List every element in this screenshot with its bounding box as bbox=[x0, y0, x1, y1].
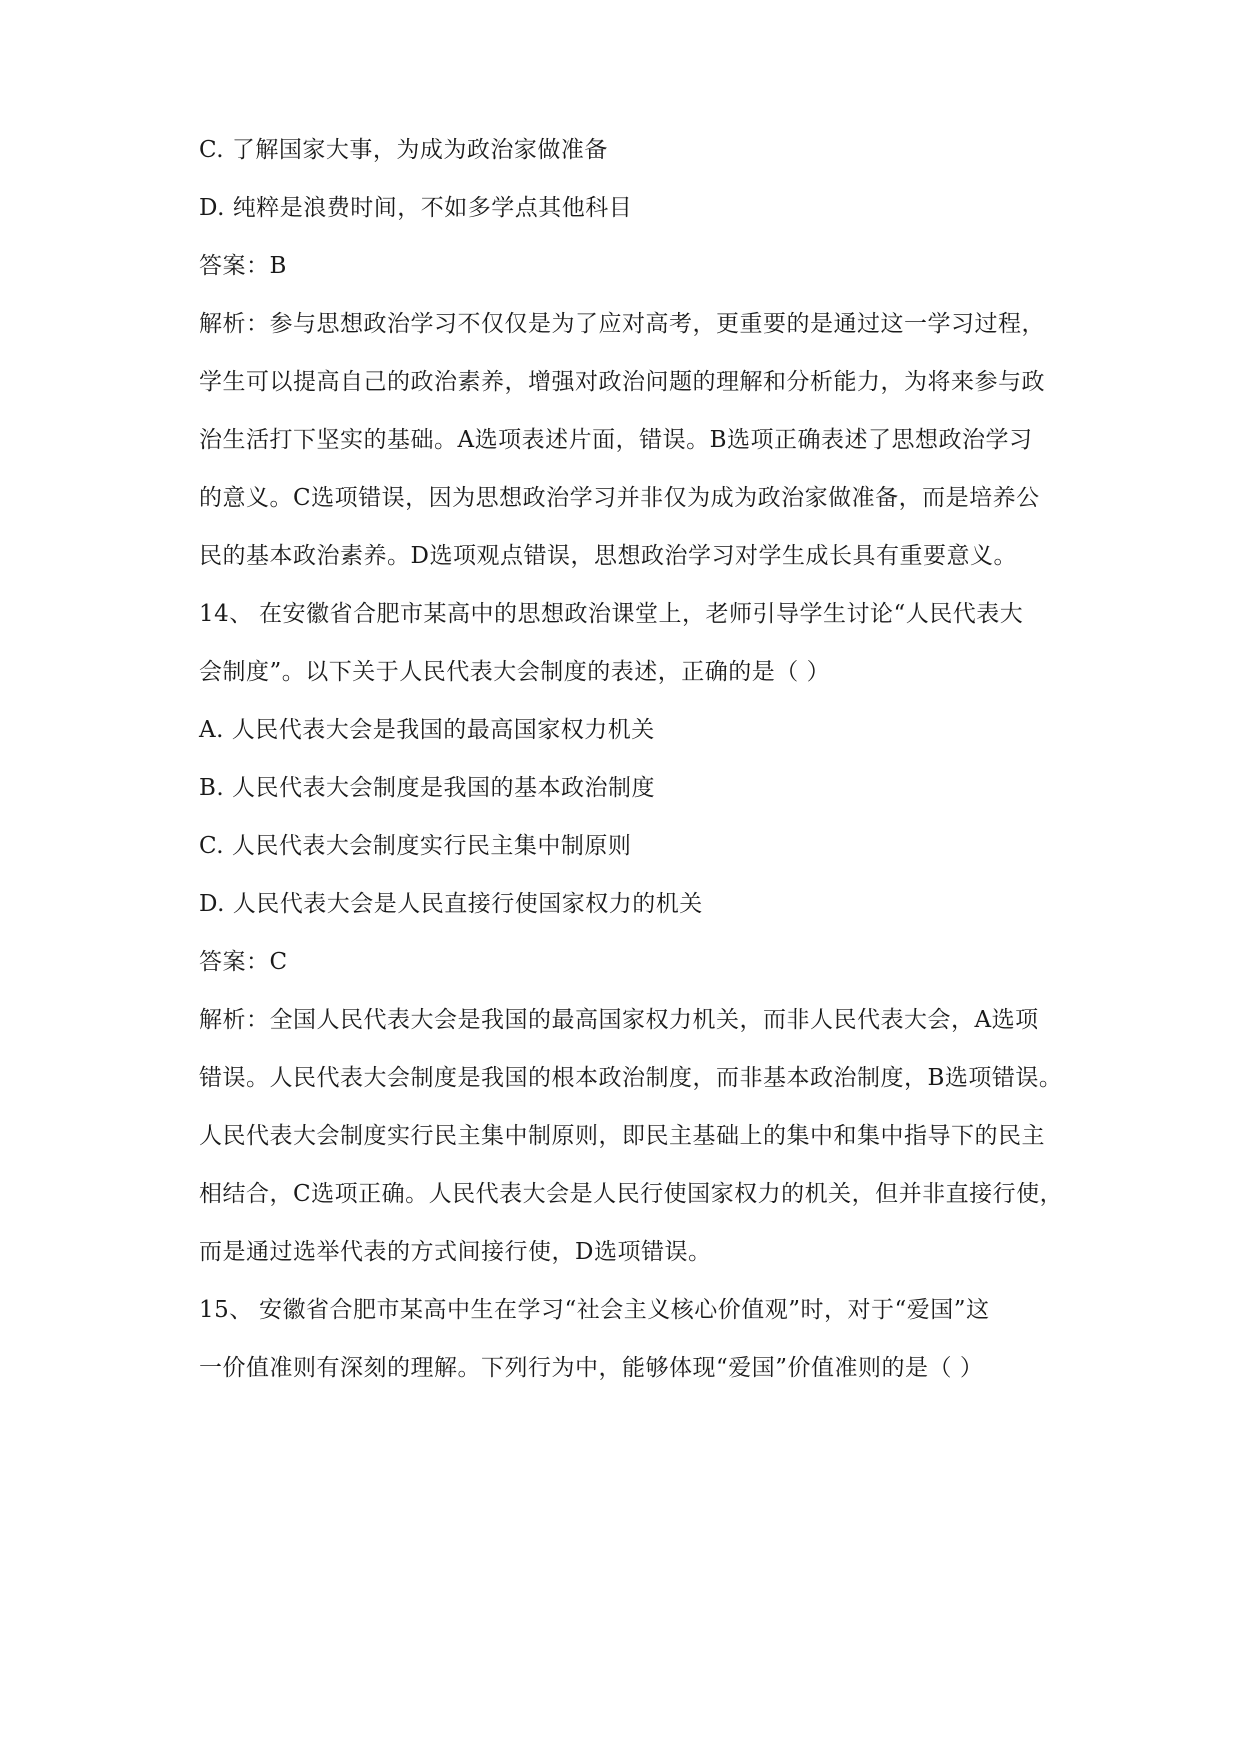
question-14-stem-text: 在安徽省合肥市某高中的思想政治课堂上，老师引导学生讨论“人民代表大 bbox=[259, 601, 1024, 627]
answer-prev: 答案：B bbox=[199, 253, 287, 279]
question-14-analysis-line: 解析：全国人民代表大会是我国的最高国家权力机关，而非人民代表大会，A选项 bbox=[199, 1007, 1039, 1033]
option-d-prev: D. 纯粹是浪费时间，不如多学点其他科目 bbox=[199, 195, 633, 221]
question-14-number: 14、 bbox=[199, 601, 253, 627]
question-14-answer: 答案：C bbox=[199, 949, 288, 975]
question-14-analysis-line: 相结合，C选项正确。人民代表大会是人民行使国家权力的机关，但并非直接行使， bbox=[199, 1181, 1064, 1207]
question-14-option-b: B. 人民代表大会制度是我国的基本政治制度 bbox=[199, 775, 656, 801]
question-14-analysis-line: 错误。人民代表大会制度是我国的根本政治制度，而非基本政治制度，B选项错误。 bbox=[199, 1065, 1063, 1091]
question-14-option-a: A. 人民代表大会是我国的最高国家权力机关 bbox=[199, 717, 655, 743]
question-14-analysis-line: 而是通过选举代表的方式间接行使，D选项错误。 bbox=[199, 1239, 712, 1265]
analysis-prev-line: 治生活打下坚实的基础。A选项表述片面，错误。B选项正确表述了思想政治学习 bbox=[199, 427, 1033, 453]
question-15-number: 15、 bbox=[199, 1297, 253, 1323]
question-15-stem-cont: 一价值准则有深刻的理解。下列行为中，能够体现“爱国”价值准则的是（ ） bbox=[199, 1355, 984, 1381]
question-15-stem-text: 安徽省合肥市某高中生在学习“社会主义核心价值观”时，对于“爱国”这 bbox=[259, 1297, 990, 1323]
analysis-prev-line: 的意义。C选项错误，因为思想政治学习并非仅为成为政治家做准备，而是培养公 bbox=[199, 485, 1040, 511]
analysis-prev-line: 民的基本政治素养。D选项观点错误，思想政治学习对学生成长具有重要意义。 bbox=[199, 543, 1017, 569]
question-14-stem-cont: 会制度”。以下关于人民代表大会制度的表述，正确的是（ ） bbox=[199, 659, 831, 685]
option-c-prev: C. 了解国家大事，为成为政治家做准备 bbox=[199, 137, 608, 163]
analysis-prev-line: 学生可以提高自己的政治素养，增强对政治问题的理解和分析能力，为将来参与政 bbox=[199, 369, 1045, 395]
question-15-stem bbox=[199, 1295, 990, 1325]
question-14-option-d: D. 人民代表大会是人民直接行使国家权力的机关 bbox=[199, 891, 703, 917]
question-14-option-c: C. 人民代表大会制度实行民主集中制原则 bbox=[199, 833, 632, 859]
question-14-analysis-line: 人民代表大会制度实行民主集中制原则，即民主基础上的集中和集中指导下的民主 bbox=[199, 1123, 1045, 1149]
analysis-prev-line: 解析：参与思想政治学习不仅仅是为了应对高考，更重要的是通过这一学习过程， bbox=[199, 311, 1045, 337]
question-14-stem bbox=[199, 599, 1023, 629]
